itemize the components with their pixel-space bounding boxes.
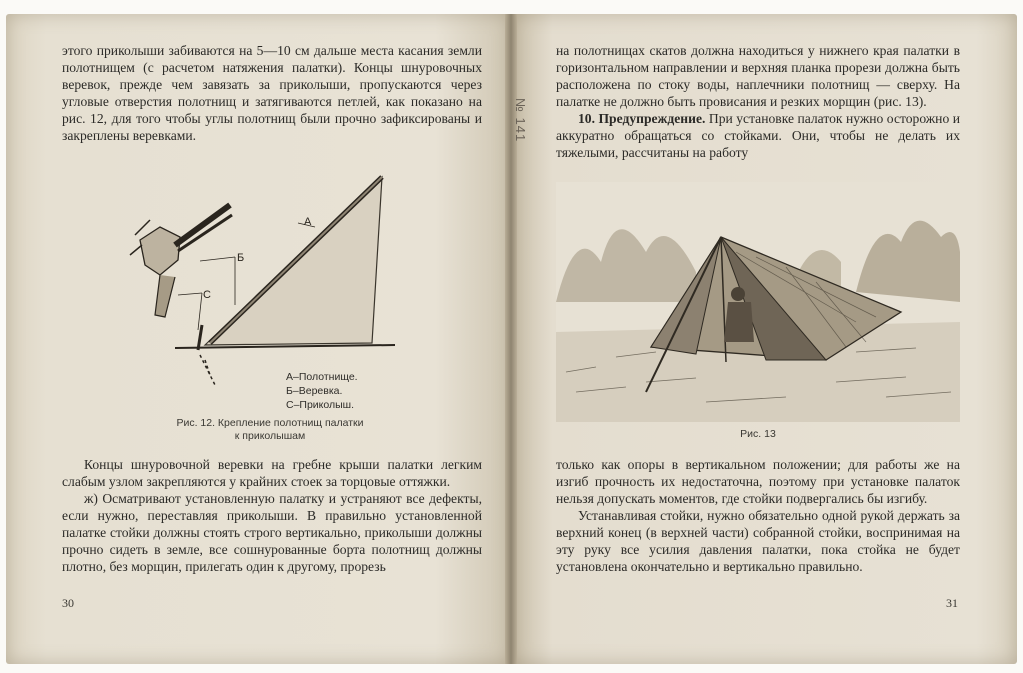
page-number-right: 31 [946,596,958,610]
fig12-label-c: С [203,289,211,301]
left-paragraph-1 [62,42,482,144]
figure-12-caption-line-1: Рис. 12. Крепление полотнищ палатки [176,417,364,429]
legend-item-c: С–Приколыш. [286,399,355,411]
figure-13-caption: Рис. 13 [740,428,776,440]
right-text-1: на полотнищах скатов должна находиться у нижнего края палатки в горизонтальном направлении и верхняя планка прорези должна быть расположена по стоку воды, наплечники полотнищ — сверху. На палатке не должно быть провисания и резких морщин (рис. 13). [556,43,960,109]
figure-12-legend [286,370,406,412]
left-text-2: Концы шнуровочной веревки на гребне крыши палатки легким слабым узлом закрепляются у крайних стоек за торцовые оттяжки. [62,457,482,489]
page-number-left: 30 [62,596,74,610]
figure-12-caption-line-2: к приколышам [234,430,306,442]
right-paragraph-2 [556,456,960,575]
spine-stamp: № 141 [513,98,528,143]
legend-item-a: А–Полотнище. [286,371,358,383]
warning-text: При установке палаток нужно осторожно и аккуратно обращаться со стойками. Они, чтобы не делать их тяжелыми, рассчитаны на работу [556,111,960,160]
left-text-1: этого приколыши забиваются на 5—10 см дальше места касания земли полотнищем (с расчетом натяжения палатки). Концы шнуровочных веревок, прежде чем завязать за приколыши, пропускаются через угловые отверстия полотнищ и затягиваются петлей, как показано на рис. 12, для того чтобы углы полотнищ были прочно зафиксированы и закреплены веревками. [62,43,482,143]
left-paragraph-2 [62,456,482,575]
fig12-label-a: А [304,216,312,228]
legend-item-b: Б–Веревка. [286,385,343,397]
right-text-4: Устанавливая стойки, нужно обязательно одной рукой держать за верхний конец (в верхней части) собранной стойки, воспринимая на эту руку все усилия давления палатки, пока стойка не будет установлена окончательно и вертикально правильно. [556,508,960,574]
left-text-3: ж) Осматривают установленную палатку и устраняют все дефекты, если нужно, переставляя приколыши. В правильно установленной палатке стойки должны стоять строго вертикально, приколыши должны прочно сидеть в земле, все сошнурованные борта полотнищ должны плотно, без морщин, прилегать один к другому, прорезь [62,491,482,574]
warning-heading: 10. Предупреждение. [578,111,706,126]
right-text-2 [556,110,960,161]
fig12-label-b: Б [237,252,245,264]
right-paragraph-1 [556,42,960,161]
figure-12-illustration [120,165,400,405]
figure-12-caption [130,417,410,443]
figure-13-illustration [556,182,960,422]
right-text-3: только как опоры в вертикальном положении; для работы же на изгиб прочность их недостаточна, поэтому при установке палаток нельзя допускать моментов, где стойки подвергались бы изгибу. [556,457,960,506]
